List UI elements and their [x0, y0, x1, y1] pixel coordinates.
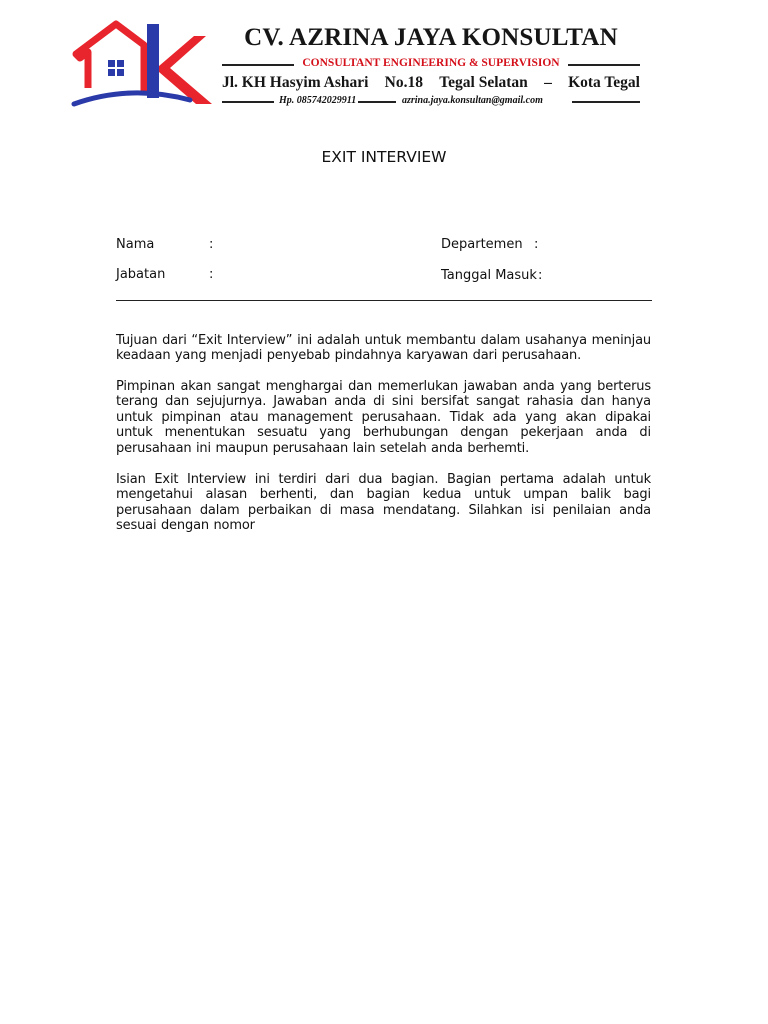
logo-house [76, 24, 144, 94]
field-label-jabatan: Jabatan [116, 267, 166, 282]
document-title: EXIT INTERVIEW [321, 148, 447, 166]
field-colon-departemen: : [534, 237, 539, 252]
field-label-tanggal-masuk: Tanggal Masuk [441, 268, 537, 283]
field-colon-nama: : [209, 237, 214, 252]
email-address: azrina.jaya.konsultan@gmail.com [402, 95, 543, 106]
paragraph-confidentiality: Pimpinan akan sangat menghargai dan memerlukan jawaban anda yang berterus terang dan sejujurnya. Jawaban anda di sini bersifat sangat rahasia dan hanya untuk pimpinan atau management perusahaan. Tidak ada yang akan dipakai untuk menentukan sesuatu yang berhubungan dengan pekerjaan anda di perusahaan ini maupun perusahaan lain setelah anda berhemti. [116, 379, 651, 456]
address-district: Tegal Selatan [439, 74, 528, 91]
tagline-rule-right [568, 64, 640, 66]
letterhead [70, 14, 650, 114]
phone-number: Hp. 085742029911 [279, 95, 357, 106]
field-colon-jabatan: : [209, 267, 214, 282]
fields-divider [116, 300, 652, 301]
address-street: Jl. KH Hasyim Ashari [222, 74, 369, 91]
address-line [222, 74, 640, 92]
contact-row [222, 95, 640, 109]
tagline-row [222, 57, 640, 71]
contact-rule-middle [358, 101, 396, 103]
contact-rule-left [222, 101, 274, 103]
paragraph-instructions: Isian Exit Interview ini terdiri dari dua bagian. Bagian pertama adalah untuk mengetahui alasan berhenti, dan bagian kedua untuk umpan balik bagi perusahaan dalam perbaikan di masa mendatang. Silahkan isi penilaian anda sesuai dengan nomor [116, 472, 651, 534]
field-label-departemen: Departemen [441, 237, 523, 252]
field-label-nama: Nama [116, 237, 155, 252]
address-dash: – [544, 74, 552, 91]
paragraph-purpose: Tujuan dari “Exit Interview” ini adalah untuk membantu dalam usahanya meninjau keadaan yang menjadi penyebab pindahnya karyawan dari perusahaan. [116, 333, 651, 364]
tagline: CONSULTANT ENGINEERING & SUPERVISION [302, 57, 560, 69]
company-name: CV. AZRINA JAYA KONSULTAN [244, 24, 618, 51]
field-colon-tanggal-masuk: : [538, 268, 543, 283]
contact-rule-right [572, 101, 640, 103]
address-city: Kota Tegal [568, 74, 640, 91]
address-number: No.18 [384, 74, 423, 91]
company-logo [70, 18, 216, 110]
